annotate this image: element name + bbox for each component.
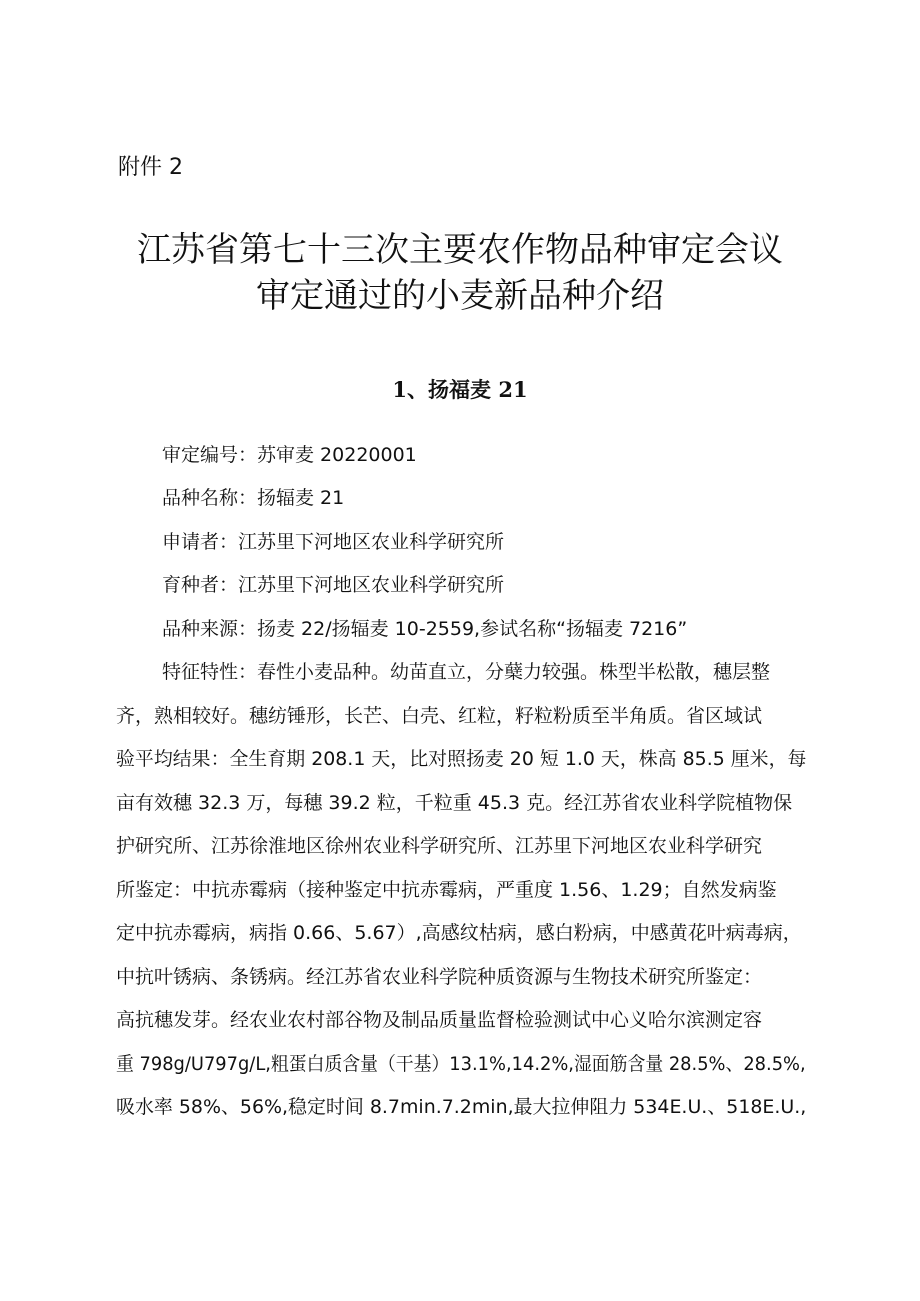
field-approval-number: [162, 440, 417, 470]
characteristics-line: 吸水率 58%、56%,稳定时间 8.7min.7.2min,最大拉伸阻力 534E.U.、518E.U.,: [116, 1096, 807, 1118]
variety-heading: 1、扬福麦 21: [392, 377, 528, 402]
document-title-line-2: 审定通过的小麦新品种介绍: [256, 276, 664, 316]
characteristics-line: 定中抗赤霉病，病指 0.66、5.67）,高感纹枯病，感白粉病，中感黄花叶病毒病，: [116, 922, 802, 944]
field-variety-name: [162, 483, 344, 513]
field-value: 江苏里下河地区农业科学研究所: [238, 531, 505, 553]
characteristics-line: 重 798g/U797g/L,粗蛋白质含量（干基）13.1%,14.2%,湿面筋含量 28.5%、28.5%,: [116, 1053, 806, 1075]
field-label: 品种来源：: [162, 618, 258, 640]
characteristics-line: 高抗穗发芽。经农业农村部谷物及制品质量监督检验测试中心义哈尔滨测定容: [116, 1009, 763, 1031]
attachment-label: 附件 2: [118, 155, 183, 180]
field-applicant: [162, 527, 504, 557]
field-label: 育种者：: [162, 574, 239, 596]
field-value: 江苏里下河地区农业科学研究所: [238, 574, 505, 596]
field-value: 扬辐麦 21: [257, 487, 345, 509]
characteristics-line: 所鉴定：中抗赤霉病（接种鉴定中抗赤霉病，严重度 1.56、1.29；自然发病鉴: [116, 879, 777, 901]
field-breeder: [162, 570, 504, 600]
field-value: 扬麦 22/扬辐麦 10-2559,参试名称“扬辐麦 7216”: [257, 618, 688, 640]
field-label: 品种名称：: [162, 487, 258, 509]
field-value: 苏审麦 20220001: [257, 444, 417, 466]
document-title-line-1: 江苏省第七十三次主要农作物品种审定会议: [137, 230, 783, 270]
field-label: 审定编号：: [162, 444, 258, 466]
characteristics-line: 特征特性：春性小麦品种。幼苗直立，分蘖力较强。株型半松散，穗层整: [162, 661, 771, 683]
characteristics-line: 中抗叶锈病、条锈病。经江苏省农业科学院种质资源与生物技术研究所鉴定：: [116, 966, 763, 988]
characteristics-line: 亩有效穗 32.3 万，每穗 39.2 粒，千粒重 45.3 克。经江苏省农业科学院植物保: [116, 792, 793, 814]
characteristics-line: 齐，熟相较好。穗纺锤形，长芒、白壳、红粒，籽粒粉质至半角质。省区域试: [116, 705, 763, 727]
field-origin: [162, 614, 687, 644]
characteristics-line: 验平均结果：全生育期 208.1 天，比对照扬麦 20 短 1.0 天，株高 85.5 厘米，每: [116, 748, 807, 770]
field-label: 申请者：: [162, 531, 239, 553]
characteristics-line: 护研究所、江苏徐淮地区徐州农业科学研究所、江苏里下河地区农业科学研究: [116, 835, 763, 857]
